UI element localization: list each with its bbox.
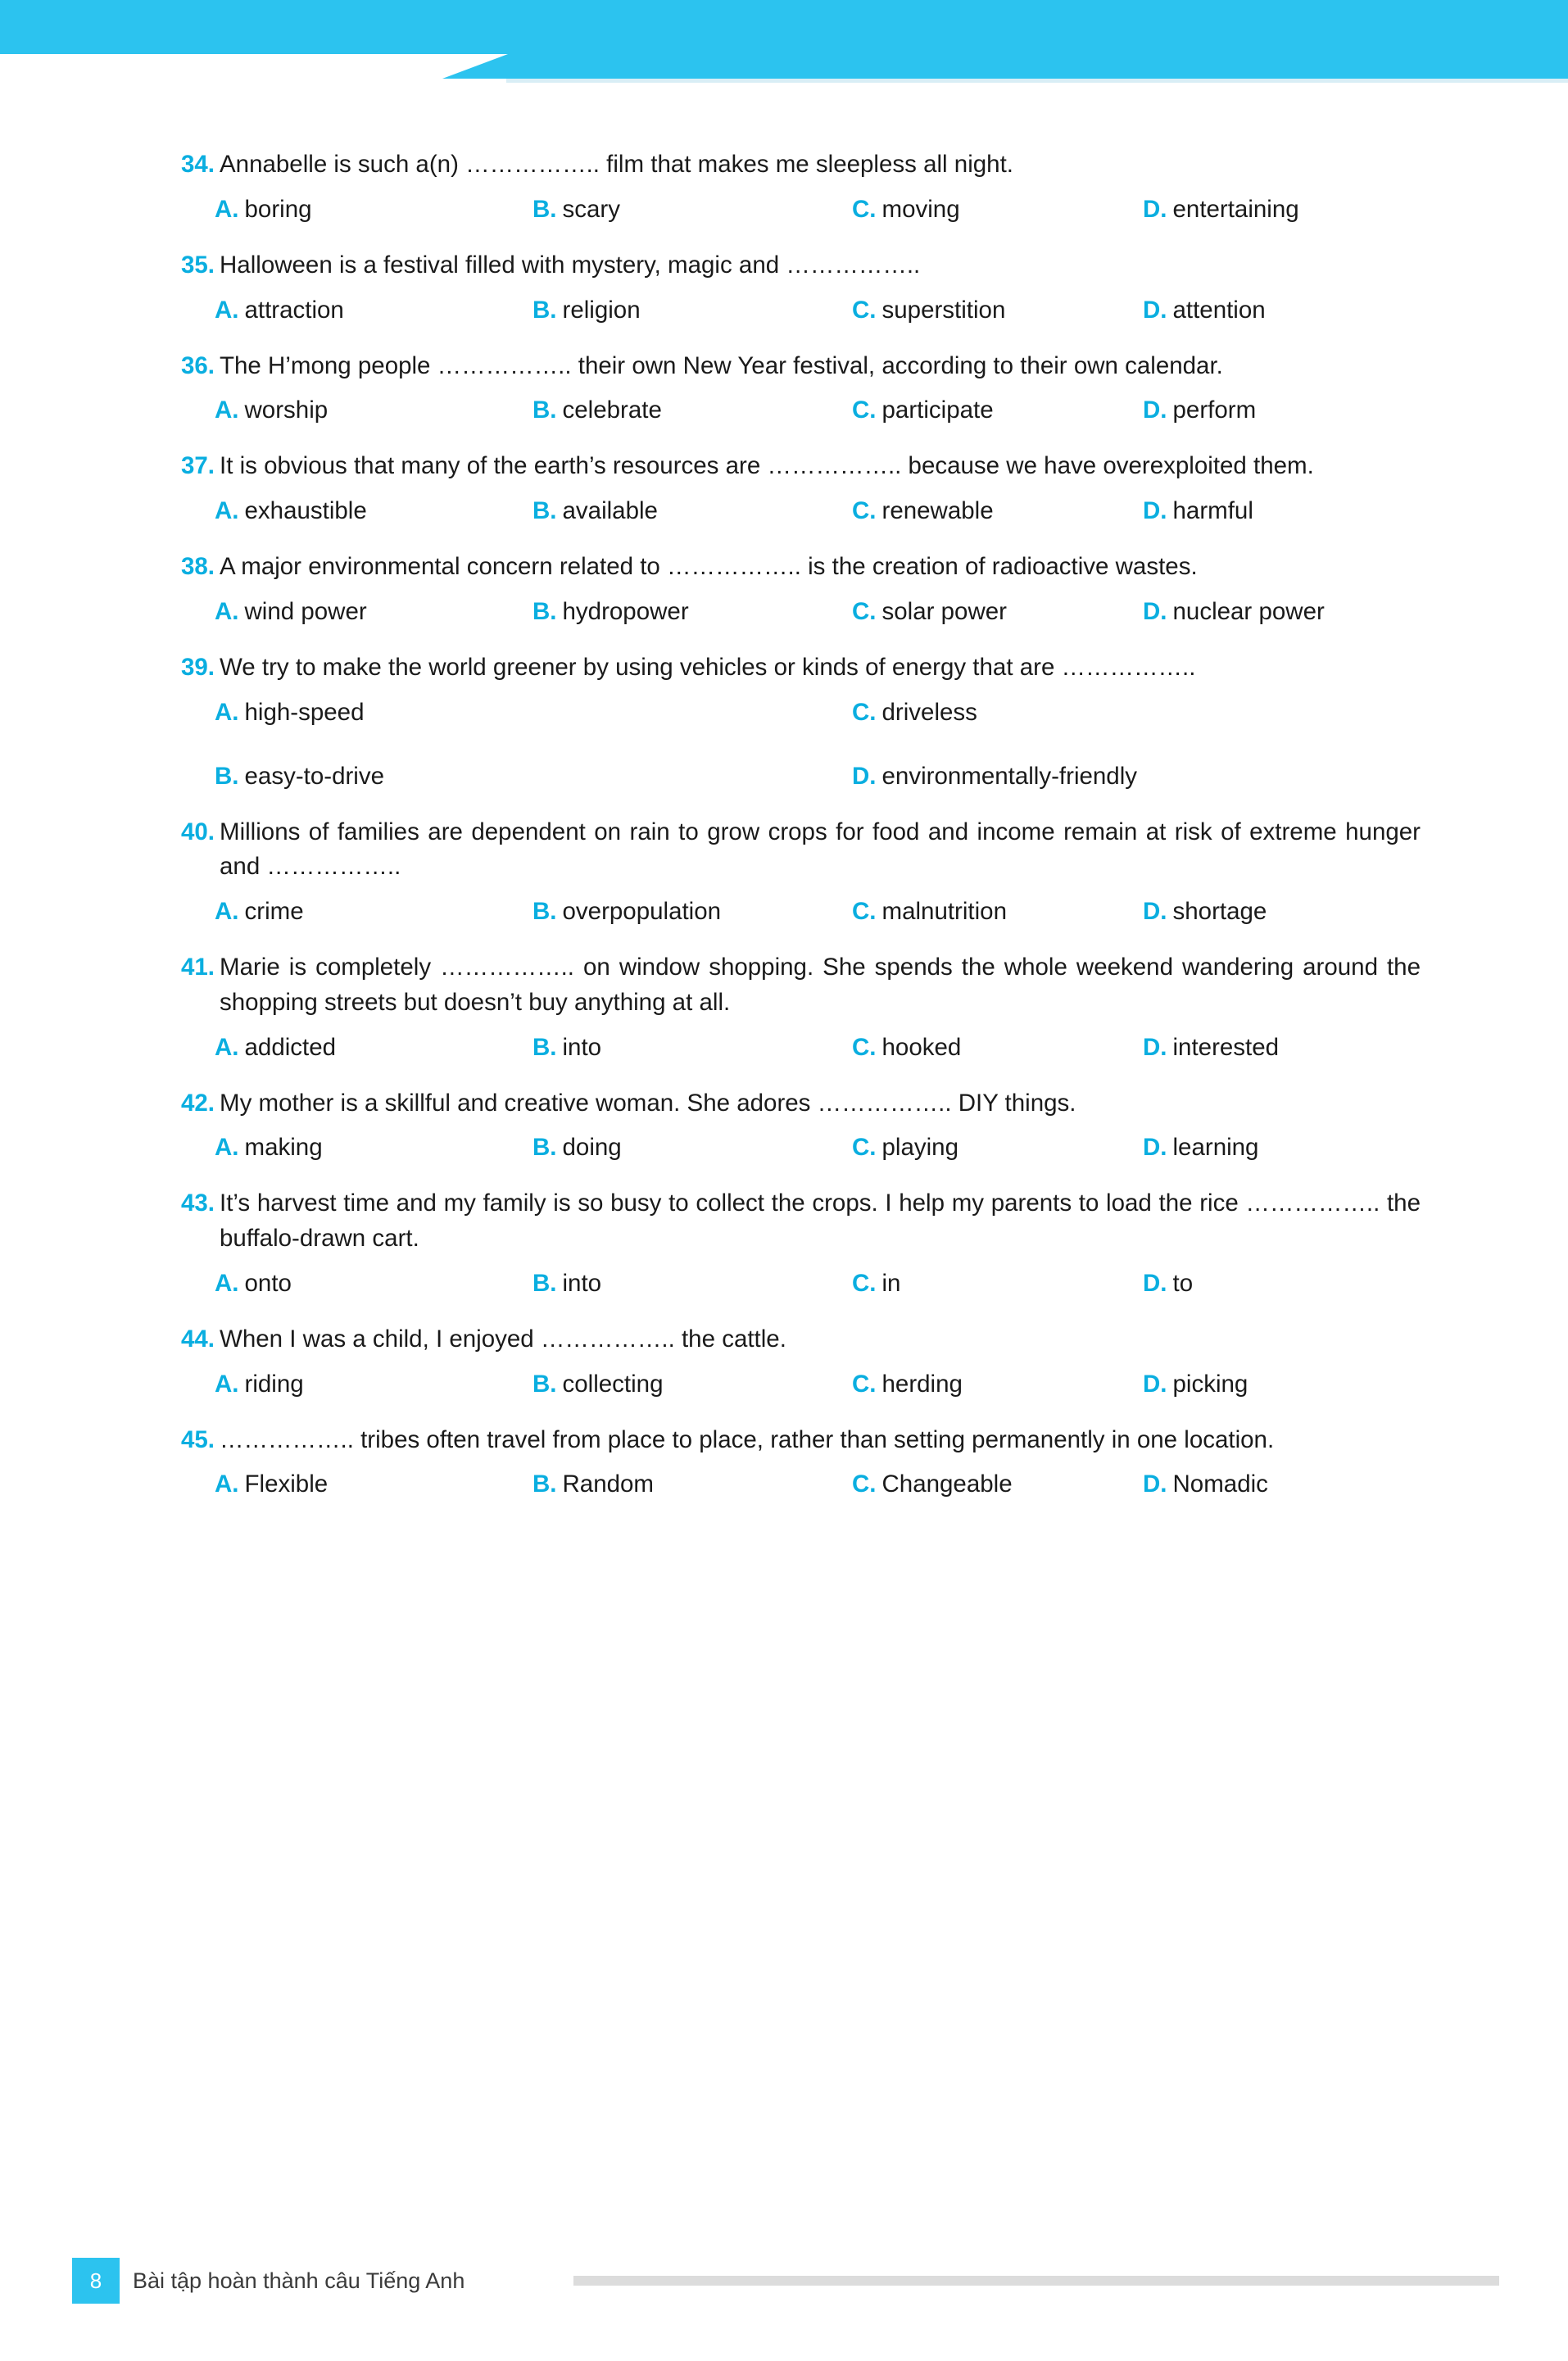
option-text: to bbox=[1172, 1269, 1194, 1297]
option-label: D. bbox=[1143, 1269, 1167, 1297]
footer-divider bbox=[573, 2276, 1499, 2286]
option-text: available bbox=[562, 497, 658, 525]
option-choice[interactable] bbox=[215, 1132, 323, 1163]
option-choice[interactable] bbox=[532, 1469, 654, 1500]
option-label: C. bbox=[852, 698, 877, 726]
question-text: Millions of families are dependent on rain to grow crops for food and income remain at risk of extreme hunger and …………….. bbox=[220, 818, 1421, 881]
question-number: 45. bbox=[180, 1425, 215, 1453]
page-footer bbox=[0, 2258, 1568, 2304]
question-text: It is obvious that many of the earth’s resources are …………….. because we have overexploited them. bbox=[220, 452, 1314, 480]
option-choice[interactable] bbox=[215, 295, 344, 326]
option-text: playing bbox=[881, 1134, 958, 1162]
option-label: D. bbox=[1143, 1134, 1167, 1162]
option-label: A. bbox=[215, 1269, 239, 1297]
question-stem bbox=[0, 1186, 1568, 1257]
option-text: collecting bbox=[562, 1370, 664, 1398]
option-label: C. bbox=[852, 898, 877, 926]
question-item bbox=[0, 815, 1568, 933]
question-item bbox=[0, 650, 1568, 797]
option-choice[interactable] bbox=[532, 194, 620, 225]
option-group bbox=[0, 295, 1568, 331]
footer-title: Bài tập hoàn thành câu Tiếng Anh bbox=[133, 2268, 465, 2293]
option-label: C. bbox=[852, 497, 877, 525]
option-choice[interactable] bbox=[215, 896, 304, 927]
option-label: A. bbox=[215, 296, 239, 324]
question-item bbox=[0, 550, 1568, 632]
question-text: When I was a child, I enjoyed …………….. the cattle. bbox=[220, 1325, 786, 1353]
option-choice[interactable] bbox=[532, 1132, 622, 1163]
exercise-list bbox=[0, 147, 1568, 1523]
option-choice[interactable] bbox=[1143, 1469, 1268, 1500]
option-group bbox=[0, 1032, 1568, 1068]
option-text: nuclear power bbox=[1172, 597, 1325, 625]
header-shadow-line bbox=[506, 79, 1568, 83]
option-label: A. bbox=[215, 698, 239, 726]
option-choice[interactable] bbox=[215, 596, 367, 628]
option-label: A. bbox=[215, 898, 239, 926]
option-label: D. bbox=[1143, 597, 1167, 625]
option-text: religion bbox=[562, 296, 641, 324]
option-choice[interactable] bbox=[1143, 896, 1267, 927]
option-choice[interactable] bbox=[852, 1369, 963, 1400]
question-stem bbox=[0, 1423, 1568, 1458]
question-item bbox=[0, 1186, 1568, 1304]
option-text: onto bbox=[244, 1269, 292, 1297]
question-number: 41. bbox=[180, 954, 215, 981]
option-choice[interactable] bbox=[1143, 1268, 1193, 1299]
option-choice[interactable] bbox=[215, 697, 364, 728]
option-choice[interactable] bbox=[532, 896, 721, 927]
option-choice[interactable] bbox=[852, 395, 994, 426]
question-text: …………….. tribes often travel from place to place, rather than setting permanently in one location. bbox=[220, 1425, 1275, 1453]
option-label: B. bbox=[532, 597, 557, 625]
option-group bbox=[0, 697, 1568, 797]
option-label: D. bbox=[1143, 195, 1167, 223]
option-text: learning bbox=[1172, 1134, 1259, 1162]
option-choice[interactable] bbox=[532, 1268, 601, 1299]
option-label: C. bbox=[852, 1471, 877, 1498]
option-choice[interactable] bbox=[215, 496, 367, 527]
option-text: easy-to-drive bbox=[244, 762, 385, 790]
question-text: Marie is completely …………….. on window shopping. She spends the whole weekend wandering around the shopping streets but doesn’t buy anything at all. bbox=[220, 954, 1421, 1016]
question-stem bbox=[0, 1322, 1568, 1357]
option-choice[interactable] bbox=[852, 1469, 1013, 1500]
option-choice[interactable] bbox=[215, 1469, 328, 1500]
page-number: 8 bbox=[72, 2258, 120, 2304]
question-text: A major environmental concern related to …………….. is the creation of radioactive wastes. bbox=[220, 553, 1198, 581]
option-label: D. bbox=[1143, 397, 1167, 424]
option-choice[interactable] bbox=[852, 295, 1005, 326]
option-choice[interactable] bbox=[852, 697, 977, 728]
option-label: A. bbox=[215, 497, 239, 525]
option-label: C. bbox=[852, 397, 877, 424]
option-label: B. bbox=[215, 762, 239, 790]
option-choice[interactable] bbox=[1143, 1132, 1258, 1163]
option-group bbox=[0, 395, 1568, 431]
question-text: The H’mong people …………….. their own New Year festival, according to their own calendar. bbox=[220, 351, 1223, 379]
option-text: Flexible bbox=[244, 1471, 329, 1498]
question-item bbox=[0, 950, 1568, 1068]
question-item bbox=[0, 449, 1568, 532]
option-text: exhaustible bbox=[244, 497, 367, 525]
option-text: boring bbox=[244, 195, 312, 223]
question-text: Annabelle is such a(n) …………….. film that makes me sleepless all night. bbox=[220, 151, 1013, 178]
option-label: D. bbox=[1143, 1370, 1167, 1398]
option-choice[interactable] bbox=[1143, 1369, 1248, 1400]
question-stem bbox=[0, 815, 1568, 886]
option-label: D. bbox=[1143, 497, 1167, 525]
option-text: picking bbox=[1172, 1370, 1249, 1398]
option-group bbox=[0, 1268, 1568, 1304]
option-text: scary bbox=[562, 195, 620, 223]
question-stem bbox=[0, 950, 1568, 1021]
option-label: B. bbox=[532, 195, 557, 223]
option-text: celebrate bbox=[562, 397, 662, 424]
question-stem bbox=[0, 349, 1568, 384]
option-text: making bbox=[244, 1134, 323, 1162]
option-label: A. bbox=[215, 195, 239, 223]
option-choice[interactable] bbox=[1143, 596, 1325, 628]
option-choice[interactable] bbox=[852, 596, 1007, 628]
option-text: malnutrition bbox=[881, 898, 1007, 926]
question-item bbox=[0, 147, 1568, 230]
option-text: riding bbox=[244, 1370, 304, 1398]
question-item bbox=[0, 1423, 1568, 1506]
option-text: doing bbox=[562, 1134, 622, 1162]
question-text: Halloween is a festival filled with mystery, magic and …………….. bbox=[220, 251, 921, 279]
option-label: A. bbox=[215, 1370, 239, 1398]
question-stem bbox=[0, 650, 1568, 686]
option-label: C. bbox=[852, 1269, 877, 1297]
option-text: driveless bbox=[881, 698, 977, 726]
question-stem bbox=[0, 147, 1568, 183]
option-choice[interactable] bbox=[532, 496, 658, 527]
option-label: D. bbox=[1143, 1033, 1167, 1061]
option-choice[interactable] bbox=[215, 1032, 336, 1063]
option-text: attention bbox=[1172, 296, 1266, 324]
option-label: A. bbox=[215, 1471, 239, 1498]
question-text: It’s harvest time and my family is so busy to collect the crops. I help my parents to load the rice …………….. the buffalo-drawn cart. bbox=[220, 1190, 1421, 1253]
question-number: 36. bbox=[180, 351, 215, 379]
question-stem bbox=[0, 248, 1568, 283]
option-text: crime bbox=[244, 898, 304, 926]
page-header-bar bbox=[0, 0, 1568, 79]
option-text: perform bbox=[1172, 397, 1257, 424]
option-label: A. bbox=[215, 597, 239, 625]
option-text: interested bbox=[1172, 1033, 1280, 1061]
option-group bbox=[0, 194, 1568, 230]
option-text: in bbox=[881, 1269, 901, 1297]
option-label: B. bbox=[532, 1033, 557, 1061]
question-item bbox=[0, 349, 1568, 432]
option-choice[interactable] bbox=[532, 596, 689, 628]
question-item bbox=[0, 1086, 1568, 1169]
option-text: hooked bbox=[881, 1033, 962, 1061]
option-choice[interactable] bbox=[215, 395, 328, 426]
option-text: worship bbox=[244, 397, 329, 424]
option-label: B. bbox=[532, 296, 557, 324]
option-label: C. bbox=[852, 1033, 877, 1061]
question-text: We try to make the world greener by using vehicles or kinds of energy that are …………….. bbox=[220, 653, 1196, 681]
option-label: D. bbox=[1143, 296, 1167, 324]
header-notch bbox=[442, 54, 1568, 79]
option-label: A. bbox=[215, 1134, 239, 1162]
option-choice[interactable] bbox=[852, 1032, 961, 1063]
option-text: hydropower bbox=[562, 597, 689, 625]
question-number: 42. bbox=[180, 1089, 215, 1117]
option-group bbox=[0, 496, 1568, 532]
option-group bbox=[0, 1469, 1568, 1505]
option-text: superstition bbox=[881, 296, 1006, 324]
option-label: C. bbox=[852, 195, 877, 223]
option-choice[interactable] bbox=[852, 1268, 900, 1299]
question-number: 37. bbox=[180, 452, 215, 480]
option-label: C. bbox=[852, 1370, 877, 1398]
option-choice[interactable] bbox=[1143, 295, 1266, 326]
option-label: D. bbox=[852, 762, 877, 790]
question-item bbox=[0, 248, 1568, 331]
option-text: attraction bbox=[244, 296, 344, 324]
option-text: wind power bbox=[244, 597, 367, 625]
option-choice[interactable] bbox=[1143, 1032, 1279, 1063]
option-choice[interactable] bbox=[852, 761, 1137, 792]
option-choice[interactable] bbox=[215, 761, 384, 792]
option-text: environmentally-friendly bbox=[881, 762, 1138, 790]
question-number: 38. bbox=[180, 553, 215, 581]
option-label: C. bbox=[852, 296, 877, 324]
option-choice[interactable] bbox=[1143, 194, 1299, 225]
header-band bbox=[0, 0, 1568, 54]
option-label: B. bbox=[532, 497, 557, 525]
option-text: Random bbox=[562, 1471, 655, 1498]
option-label: C. bbox=[852, 1134, 877, 1162]
option-choice[interactable] bbox=[215, 1369, 304, 1400]
option-text: Changeable bbox=[881, 1471, 1013, 1498]
option-group bbox=[0, 1369, 1568, 1405]
option-text: participate bbox=[881, 397, 994, 424]
question-number: 44. bbox=[180, 1325, 215, 1353]
option-label: B. bbox=[532, 1370, 557, 1398]
option-choice[interactable] bbox=[532, 395, 662, 426]
option-choice[interactable] bbox=[532, 295, 641, 326]
option-label: A. bbox=[215, 1033, 239, 1061]
question-number: 43. bbox=[180, 1190, 215, 1217]
question-stem bbox=[0, 550, 1568, 585]
question-number: 40. bbox=[180, 818, 215, 845]
option-group bbox=[0, 896, 1568, 932]
option-choice[interactable] bbox=[532, 1032, 601, 1063]
option-choice[interactable] bbox=[852, 896, 1007, 927]
option-text: renewable bbox=[881, 497, 994, 525]
option-text: Nomadic bbox=[1172, 1471, 1268, 1498]
question-stem bbox=[0, 1086, 1568, 1122]
option-choice[interactable] bbox=[532, 1369, 663, 1400]
option-label: B. bbox=[532, 1134, 557, 1162]
question-stem bbox=[0, 449, 1568, 484]
question-text: My mother is a skillful and creative woman. She adores …………….. DIY things. bbox=[220, 1089, 1076, 1117]
option-choice[interactable] bbox=[215, 194, 312, 225]
question-number: 39. bbox=[180, 653, 215, 681]
option-text: high-speed bbox=[244, 698, 365, 726]
option-text: addicted bbox=[244, 1033, 337, 1061]
option-choice[interactable] bbox=[852, 496, 994, 527]
option-text: overpopulation bbox=[562, 898, 722, 926]
option-choice[interactable] bbox=[852, 194, 960, 225]
question-number: 35. bbox=[180, 251, 215, 279]
option-choice[interactable] bbox=[852, 1132, 958, 1163]
option-label: D. bbox=[1143, 898, 1167, 926]
option-label: B. bbox=[532, 1471, 557, 1498]
option-label: C. bbox=[852, 597, 877, 625]
option-text: into bbox=[562, 1033, 602, 1061]
option-text: herding bbox=[881, 1370, 963, 1398]
question-item bbox=[0, 1322, 1568, 1405]
option-text: solar power bbox=[881, 597, 1007, 625]
option-text: into bbox=[562, 1269, 602, 1297]
option-text: harmful bbox=[1172, 497, 1253, 525]
option-label: D. bbox=[1143, 1471, 1167, 1498]
option-text: entertaining bbox=[1172, 195, 1299, 223]
option-label: B. bbox=[532, 898, 557, 926]
option-label: A. bbox=[215, 397, 239, 424]
question-number: 34. bbox=[180, 151, 215, 178]
option-group bbox=[0, 1132, 1568, 1168]
option-group bbox=[0, 596, 1568, 632]
option-choice[interactable] bbox=[215, 1268, 292, 1299]
option-text: moving bbox=[881, 195, 960, 223]
option-choice[interactable] bbox=[1143, 496, 1253, 527]
option-label: B. bbox=[532, 397, 557, 424]
option-label: B. bbox=[532, 1269, 557, 1297]
option-text: shortage bbox=[1172, 898, 1267, 926]
option-choice[interactable] bbox=[1143, 395, 1256, 426]
